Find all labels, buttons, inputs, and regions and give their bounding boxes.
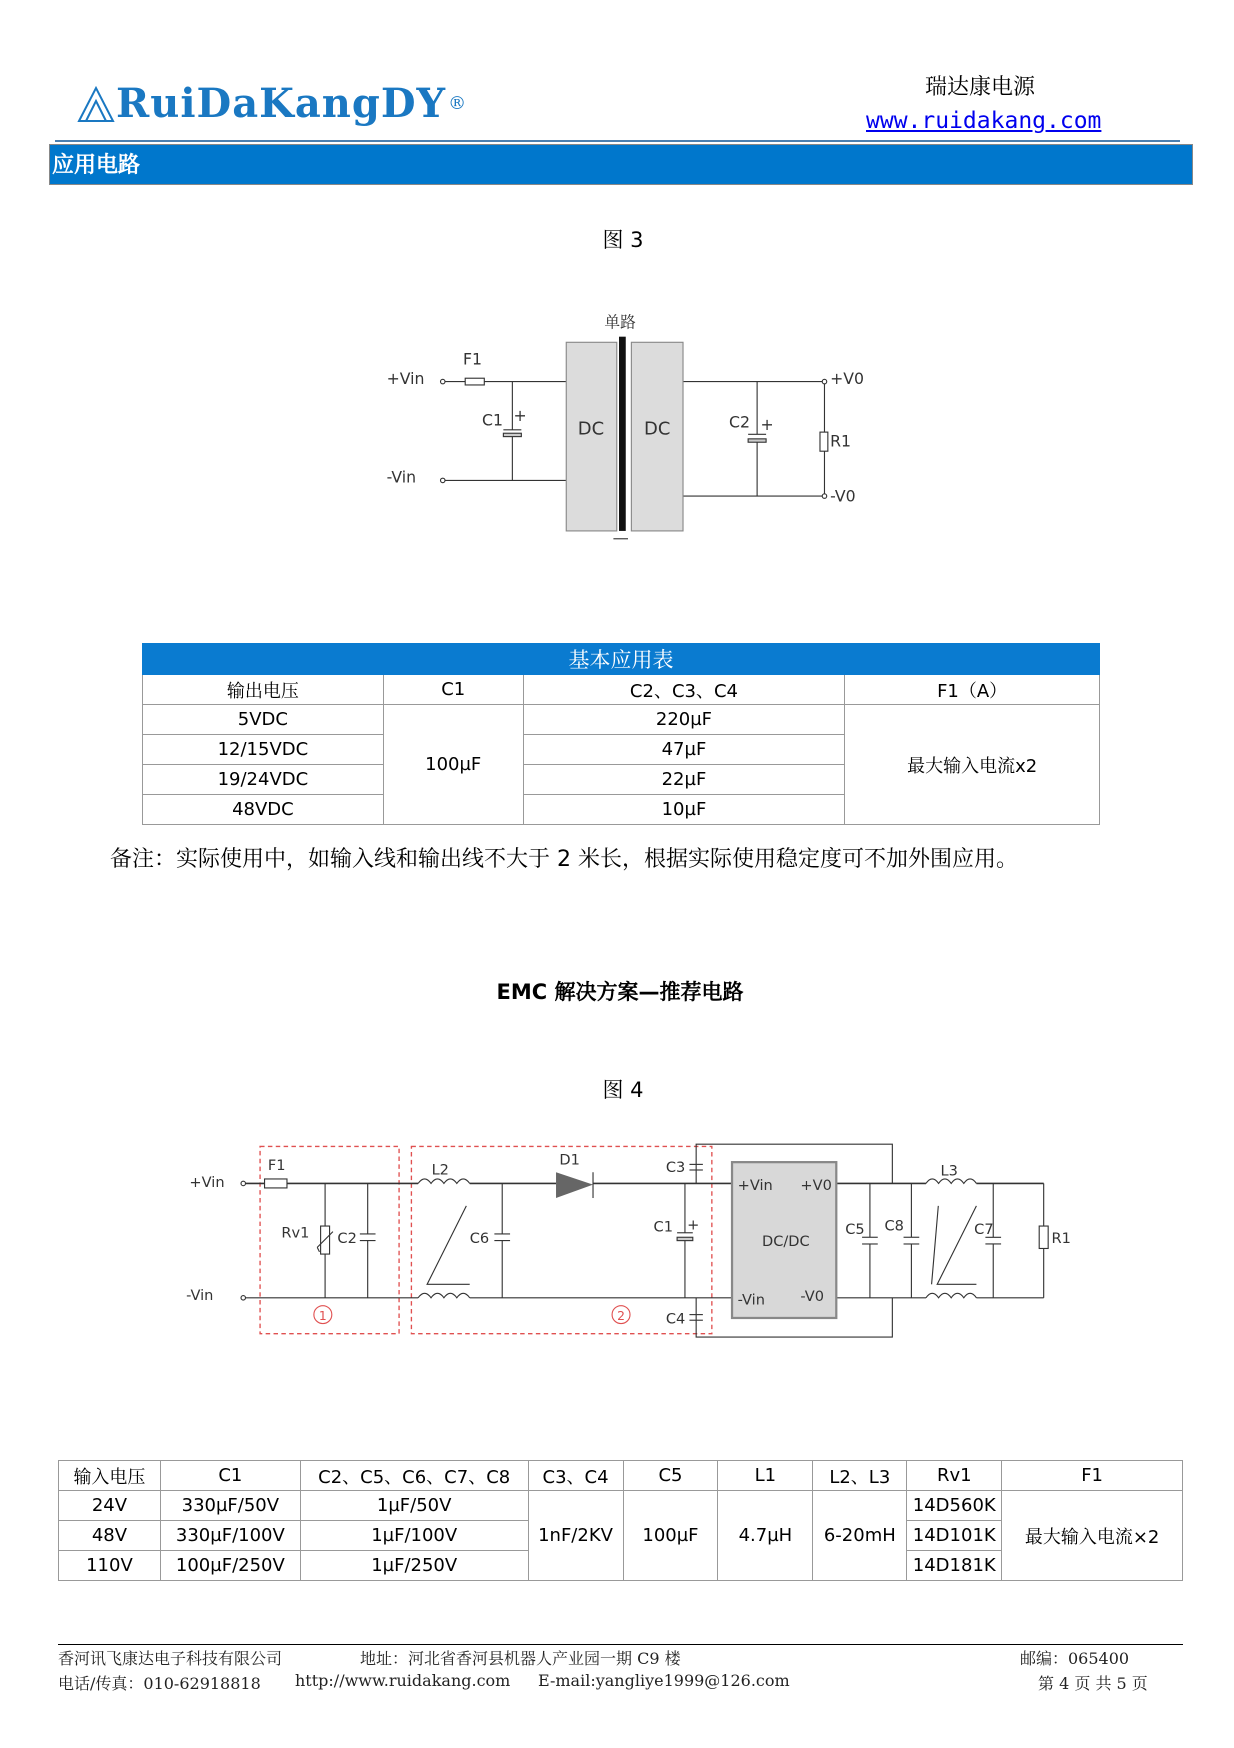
plus-vin-label: +Vin (189, 1173, 225, 1191)
page-number: 第 4 页 共 5 页 (1038, 1674, 1148, 1693)
table-cell: 10µF (523, 795, 845, 825)
c5-label: C5 (845, 1220, 865, 1238)
table-cell: 330µF/50V (160, 1491, 300, 1521)
table-cell: 110V (59, 1551, 161, 1581)
footer-phone: 电话/传真：010-62918818 (58, 1674, 261, 1693)
header-cell: C2、C3、C4 (523, 675, 845, 705)
d1-label: D1 (559, 1151, 580, 1169)
c2-label: C2 (729, 412, 751, 432)
dc-label-left: DC (577, 418, 605, 440)
header-cell: L1 (718, 1461, 813, 1491)
isolation-bar (619, 337, 626, 531)
brand-name: 瑞达康电源 (925, 75, 1036, 100)
table-cell: 100µF (383, 705, 523, 825)
zone-markers (314, 1306, 630, 1324)
table-row (59, 1491, 1183, 1521)
table-cell: 最大输入电流×2 (1002, 1491, 1183, 1581)
table-cell: 330µF/100V (160, 1521, 300, 1551)
table-cell: 48V (59, 1521, 161, 1551)
emc-circuit-diagram (180, 1133, 1089, 1346)
table-cell: 14D560K (907, 1491, 1002, 1521)
zone-1-label: 1 (318, 1309, 327, 1324)
table-cell: 1µF/50V (300, 1491, 528, 1521)
c1-label: C1 (482, 410, 504, 430)
table-cell: 47µF (523, 735, 845, 765)
table-cell: 220µF (523, 705, 845, 735)
header-cell: F1（A） (845, 675, 1100, 705)
header-divider (55, 140, 1180, 142)
table-header-row (59, 1461, 1183, 1491)
c4-label: C4 (665, 1310, 686, 1328)
figure-4-caption: 图 4 (602, 1078, 644, 1102)
c2-label: C2 (337, 1229, 357, 1247)
registered-mark: ® (448, 93, 468, 114)
header-cell: C1 (160, 1461, 300, 1491)
website-link[interactable]: www.ruidakang.com (866, 108, 1102, 134)
header-cell: 输入电压 (59, 1461, 161, 1491)
rv1-label: Rv1 (281, 1224, 310, 1242)
module-plus-vin: +Vin (737, 1177, 773, 1195)
minus-vo-label: -V0 (830, 486, 856, 506)
header-cell: C3、C4 (528, 1461, 623, 1491)
single-label: 单路 (604, 312, 636, 332)
table-cell: 24V (59, 1491, 161, 1521)
l3-label: L3 (940, 1162, 958, 1180)
table-cell: 22µF (523, 765, 845, 795)
table-cell: 5VDC (143, 705, 384, 735)
dc-label-right: DC (644, 418, 671, 440)
table-cell: 4.7µH (718, 1491, 813, 1581)
table-cell: 最大输入电流x2 (845, 705, 1100, 825)
c1-plus: + (513, 405, 527, 425)
c1-plus: + (687, 1216, 700, 1234)
header-cell: 输出电压 (143, 675, 384, 705)
header-cell: L2、L3 (813, 1461, 907, 1491)
c3-label: C3 (665, 1159, 686, 1177)
c1-label: C1 (653, 1218, 673, 1236)
table-cell: 1µF/100V (300, 1521, 528, 1551)
footer-website[interactable]: http://www.ruidakang.com (295, 1671, 511, 1690)
header-cell: C2、C5、C6、C7、C8 (300, 1461, 528, 1491)
diode-d1 (556, 1172, 593, 1198)
module-plus-vo: +V0 (800, 1177, 832, 1195)
header-cell: C5 (623, 1461, 718, 1491)
note-text: 备注：实际使用中，如输入线和输出线不大于 2 米长，根据实际使用稳定度可不加外围应用。 (110, 847, 1018, 872)
header-cell: Rv1 (907, 1461, 1002, 1491)
table-cell: 14D101K (907, 1521, 1002, 1551)
footer-address: 地址：河北省香河县机器人产业园一期 C9 楼 (360, 1649, 681, 1668)
figure-3-caption: 图 3 (602, 228, 644, 252)
table-title: 基本应用表 (143, 644, 1100, 675)
f1-label: F1 (267, 1156, 286, 1174)
table-cell: 1µF/250V (300, 1551, 528, 1581)
table-cell: 14D181K (907, 1551, 1002, 1581)
f1-label: F1 (462, 349, 482, 369)
c8-label: C8 (884, 1217, 904, 1235)
zone-2-label: 2 (617, 1309, 625, 1324)
table-cell: 6-20mH (813, 1491, 907, 1581)
table-cell: 100µF (623, 1491, 718, 1581)
r1-label: R1 (830, 431, 851, 451)
minus-vin-label: -Vin (386, 467, 417, 487)
footer-company: 香河讯飞康达电子科技有限公司 (58, 1649, 283, 1668)
logo-text: RuiDaKangDY (116, 80, 447, 127)
table-cell: 19/24VDC (143, 765, 384, 795)
module-minus-vo: -V0 (800, 1288, 825, 1306)
plus-vin-label: +Vin (386, 368, 425, 388)
module-minus-vin: -Vin (737, 1291, 765, 1309)
c2-plus: + (760, 414, 774, 434)
c7-label: C7 (974, 1220, 994, 1238)
header-cell: F1 (1002, 1461, 1183, 1491)
company-logo (76, 80, 467, 127)
basic-application-table (142, 643, 1100, 825)
table-cell: 12/15VDC (143, 735, 384, 765)
table-cell: 48VDC (143, 795, 384, 825)
header-cell: C1 (383, 675, 523, 705)
logo-mountain-icon (76, 85, 116, 123)
footer-email[interactable]: E-mail:yangliye1999@126.com (538, 1671, 790, 1690)
table-cell: 1nF/2KV (528, 1491, 623, 1581)
r1-label: R1 (1051, 1229, 1071, 1247)
table-header-row (143, 675, 1100, 705)
section-title-bar: 应用电路 (49, 144, 1193, 185)
plus-vo-label: +V0 (830, 368, 864, 388)
minus-vin-label: -Vin (186, 1287, 214, 1305)
emc-section-title: EMC 解决方案—推荐电路 (496, 980, 744, 1004)
table-cell: 100µF/250V (160, 1551, 300, 1581)
module-label: DC/DC (762, 1233, 810, 1251)
table-row (143, 705, 1100, 735)
footer-divider (58, 1644, 1183, 1645)
c6-label: C6 (469, 1229, 490, 1247)
footer-postcode: 邮编：065400 (1020, 1649, 1130, 1668)
l2-label: L2 (431, 1161, 449, 1179)
basic-circuit-diagram (381, 303, 875, 550)
emc-parts-table (58, 1460, 1183, 1581)
